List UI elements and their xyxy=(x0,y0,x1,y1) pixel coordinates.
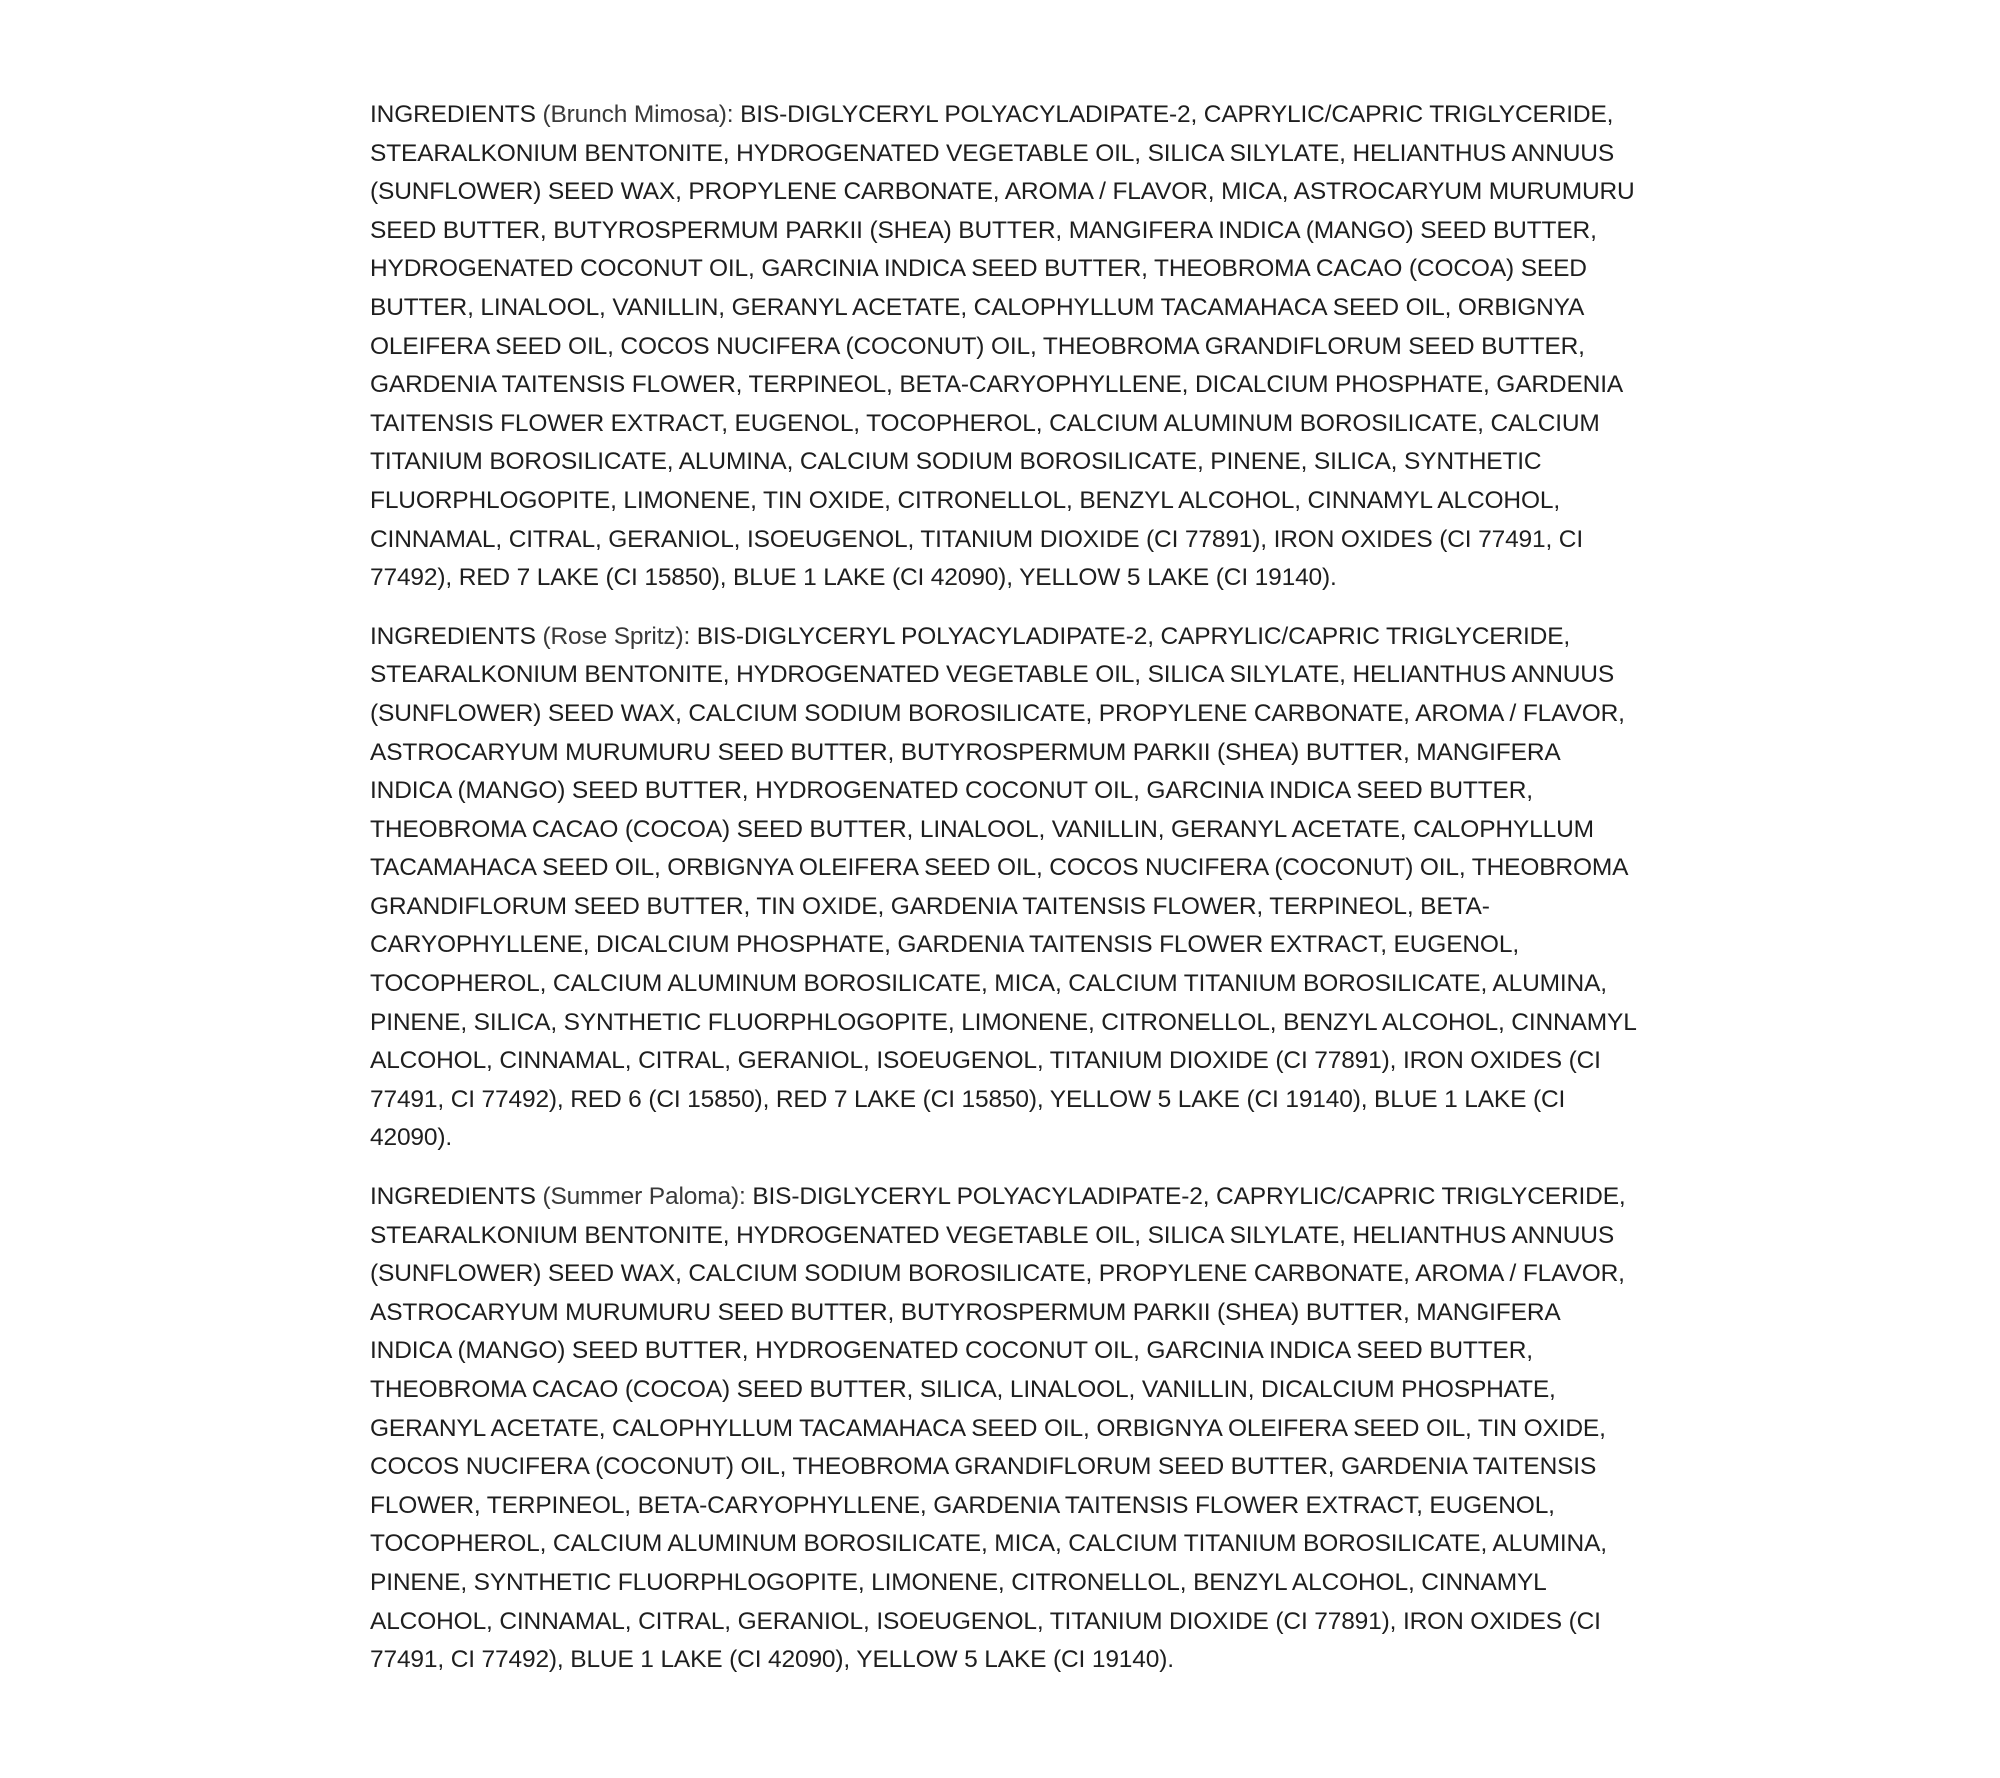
ingredients-rose-spritz xyxy=(370,618,1640,1158)
ingredients-brunch-mimosa xyxy=(370,96,1640,598)
shade-name: (Brunch Mimosa): xyxy=(542,101,734,128)
ingredients-summer-paloma xyxy=(370,1178,1640,1680)
ingredients-label: INGREDIENTS xyxy=(370,101,536,128)
shade-name: (Rose Spritz): xyxy=(542,622,691,650)
shade-name: (Summer Paloma): xyxy=(542,1183,746,1211)
ingredients-list: BIS-DIGLYCERYL POLYACYLADIPATE-2, CAPRYLIC/CAPRIC TRIGLYCERIDE, STEARALKONIUM BENTONITE, HYDROGENATED VEGETABLE OIL, SILICA SILYLATE, HELIANTHUS ANNUUS (SUNFLOWER) SEED WAX, PROPYLENE CARBONATE, AROMA / FLAVOR, MICA, ASTROCARYUM MURUMURU SEED BUTTER, BUTYROSPERMUM PARKII (SHEA) BUTTER, MANGIFERA INDICA (MANGO) SEED BUTTER, HYDROGENATED COCONUT OIL, GARCINIA INDICA SEED BUTTER, THEOBROMA CACAO (COCOA) SEED BUTTER, LINALOOL, VANILLIN, GERANYL ACETATE, CALOPHYLLUM TACAMAHACA SEED OIL, ORBIGNYA OLEIFERA SEED OIL, COCOS NUCIFERA (COCONUT) OIL, THEOBROMA GRANDIFLORUM SEED BUTTER, GARDENIA TAITENSIS FLOWER, TERPINEOL, BETA-CARYOPHYLLENE, DICALCIUM PHOSPHATE, GARDENIA TAITENSIS FLOWER EXTRACT, EUGENOL, TOCOPHEROL, CALCIUM ALUMINUM BOROSILICATE, CALCIUM TITANIUM BOROSILICATE, ALUMINA, CALCIUM SODIUM BOROSILICATE, PINENE, SILICA, SYNTHETIC FLUORPHLOGOPITE, LIMONENE, TIN OXIDE, CITRONELLOL, BENZYL ALCOHOL, CINNAMYL ALCOHOL, CINNAMAL, CITRAL, GERANIOL, ISOEUGENOL, TITANIUM DIOXIDE (CI 77891), IRON OXIDES (CI 77491, CI 77492), RED 7 LAKE (CI 15850), BLUE 1 LAKE (CI 42090), YELLOW 5 LAKE (CI 19140). xyxy=(370,101,1635,592)
ingredients-list: BIS-DIGLYCERYL POLYACYLADIPATE-2, CAPRYLIC/CAPRIC TRIGLYCERIDE, STEARALKONIUM BENTONITE, HYDROGENATED VEGETABLE OIL, SILICA SILYLATE, HELIANTHUS ANNUUS (SUNFLOWER) SEED WAX, CALCIUM SODIUM BOROSILICATE, PROPYLENE CARBONATE, AROMA / FLAVOR, ASTROCARYUM MURUMURU SEED BUTTER, BUTYROSPERMUM PARKII (SHEA) BUTTER, MANGIFERA INDICA (MANGO) SEED BUTTER, HYDROGENATED COCONUT OIL, GARCINIA INDICA SEED BUTTER, THEOBROMA CACAO (COCOA) SEED BUTTER, SILICA, LINALOOL, VANILLIN, DICALCIUM PHOSPHATE, GERANYL ACETATE, CALOPHYLLUM TACAMAHACA SEED OIL, ORBIGNYA OLEIFERA SEED OIL, TIN OXIDE, COCOS NUCIFERA (COCONUT) OIL, THEOBROMA GRANDIFLORUM SEED BUTTER, GARDENIA TAITENSIS FLOWER, TERPINEOL, BETA-CARYOPHYLLENE, GARDENIA TAITENSIS FLOWER EXTRACT, EUGENOL, TOCOPHEROL, CALCIUM ALUMINUM BOROSILICATE, MICA, CALCIUM TITANIUM BOROSILICATE, ALUMINA, PINENE, SYNTHETIC FLUORPHLOGOPITE, LIMONENE, CITRONELLOL, BENZYL ALCOHOL, CINNAMYL ALCOHOL, CINNAMAL, CITRAL, GERANIOL, ISOEUGENOL, TITANIUM DIOXIDE (CI 77891), IRON OXIDES (CI 77491, CI 77492), BLUE 1 LAKE (CI 42090), YELLOW 5 LAKE (CI 19140). xyxy=(370,1183,1626,1674)
ingredients-label: INGREDIENTS xyxy=(370,622,536,650)
ingredients-document xyxy=(370,96,1640,1700)
ingredients-label: INGREDIENTS xyxy=(370,1183,536,1211)
ingredients-list: BIS-DIGLYCERYL POLYACYLADIPATE-2, CAPRYLIC/CAPRIC TRIGLYCERIDE, STEARALKONIUM BENTONITE, HYDROGENATED VEGETABLE OIL, SILICA SILYLATE, HELIANTHUS ANNUUS (SUNFLOWER) SEED WAX, CALCIUM SODIUM BOROSILICATE, PROPYLENE CARBONATE, AROMA / FLAVOR, ASTROCARYUM MURUMURU SEED BUTTER, BUTYROSPERMUM PARKII (SHEA) BUTTER, MANGIFERA INDICA (MANGO) SEED BUTTER, HYDROGENATED COCONUT OIL, GARCINIA INDICA SEED BUTTER, THEOBROMA CACAO (COCOA) SEED BUTTER, LINALOOL, VANILLIN, GERANYL ACETATE, CALOPHYLLUM TACAMAHACA SEED OIL, ORBIGNYA OLEIFERA SEED OIL, COCOS NUCIFERA (COCONUT) OIL, THEOBROMA GRANDIFLORUM SEED BUTTER, TIN OXIDE, GARDENIA TAITENSIS FLOWER, TERPINEOL, BETA-CARYOPHYLLENE, DICALCIUM PHOSPHATE, GARDENIA TAITENSIS FLOWER EXTRACT, EUGENOL, TOCOPHEROL, CALCIUM ALUMINUM BOROSILICATE, MICA, CALCIUM TITANIUM BOROSILICATE, ALUMINA, PINENE, SILICA, SYNTHETIC FLUORPHLOGOPITE, LIMONENE, CITRONELLOL, BENZYL ALCOHOL, CINNAMYL ALCOHOL, CINNAMAL, CITRAL, GERANIOL, ISOEUGENOL, TITANIUM DIOXIDE (CI 77891), IRON OXIDES (CI 77491, CI 77492), RED 6 (CI 15850), RED 7 LAKE (CI 15850), YELLOW 5 LAKE (CI 19140), BLUE 1 LAKE (CI 42090). xyxy=(370,622,1636,1152)
